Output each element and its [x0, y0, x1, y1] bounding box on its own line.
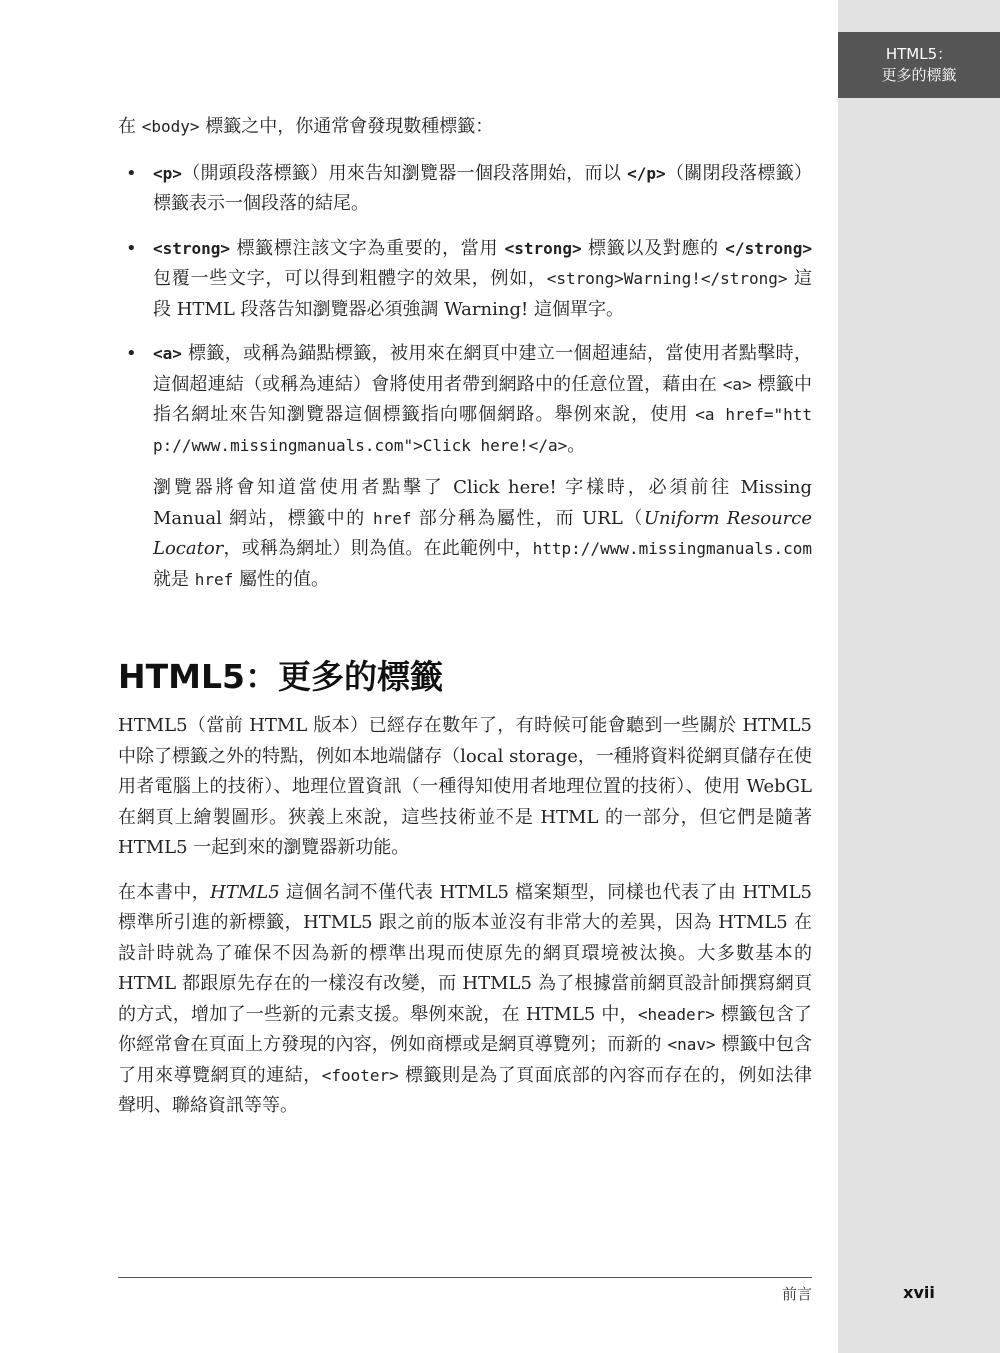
- item-text: 瀏覽器將會知道當使用者點擊了 Click here! 字樣時，必須前往 Missing Manual 網站，標籤中的: [153, 477, 812, 529]
- inline-code: href: [194, 569, 234, 589]
- inline-code: <strong>Warning!</strong>: [546, 269, 788, 288]
- emphasis-text: HTML5: [210, 881, 280, 903]
- footer-section-name: 前言: [781, 1285, 812, 1303]
- bullet-icon: •: [126, 237, 137, 259]
- item-text: 就是: [153, 568, 195, 590]
- item-text: 部分稱為屬性，而 URL（: [411, 507, 644, 529]
- inline-code: <a>: [722, 374, 752, 394]
- tag-name: <p>: [153, 163, 182, 183]
- chapter-thumb-line1: HTML5：: [885, 45, 953, 63]
- chapter-thumb-line2: 更多的標籤: [881, 66, 957, 84]
- inline-code: <footer>: [321, 1065, 399, 1085]
- tag-list: [118, 159, 812, 462]
- emphasis-text: Uniform Resource Locator: [153, 507, 813, 559]
- item-text: 。: [567, 434, 586, 456]
- intro-text: 標籤之中，你通常會發現數種標籤：: [199, 116, 494, 137]
- tag-name: <strong>: [153, 238, 231, 258]
- body-paragraph-2: [118, 878, 812, 1122]
- bullet-icon: •: [126, 162, 137, 184]
- item-text: 標籤包含了你經常會在頁面上方發現的內容，例如商標或是網頁導覽列；而新的: [118, 1003, 812, 1055]
- list-item-p: [118, 159, 812, 220]
- item-text: 標籤中指名網址來告知瀏覽器這個標籤指向哪個網路。舉例來說，使用: [153, 373, 812, 425]
- item-text: 屬性的值。: [233, 568, 329, 590]
- item-text: （開頭段落標籤）用來告知瀏覽器一個段落開始，而以: [181, 162, 628, 184]
- link-explanation-paragraph: [153, 473, 812, 595]
- inline-code: <header>: [637, 1004, 715, 1024]
- side-margin: [838, 0, 1000, 1353]
- tag-name: </p>: [627, 163, 666, 183]
- inline-code: http://www.missingmanuals.com: [532, 539, 812, 558]
- list-item-strong: [118, 234, 812, 326]
- footer-divider: [118, 1277, 812, 1278]
- item-text: 包覆一些文字，可以得到粗體字的效果，例如，: [153, 268, 547, 289]
- list-item-a: [118, 339, 812, 461]
- section-heading: HTML5：更多的標籤: [118, 657, 443, 696]
- page-number: xvii: [903, 1283, 935, 1302]
- item-text: 標籤標注該文字為重要的，當用: [230, 237, 505, 259]
- item-text: ，或稱為網址）則為值。在此範例中，: [223, 538, 533, 559]
- tag-name: <a>: [153, 344, 182, 363]
- tag-name: <strong>: [504, 238, 582, 258]
- item-text: 這段 HTML 段落告知瀏覽器必須強調 Warning! 這個單字。: [153, 268, 813, 320]
- intro-paragraph: [118, 112, 812, 143]
- page-body: [118, 112, 812, 1136]
- inline-code: href: [372, 508, 412, 528]
- inline-code: <nav>: [667, 1035, 716, 1054]
- inline-code: <body>: [141, 117, 200, 136]
- item-text: 標籤以及對應的: [581, 237, 726, 259]
- item-text: 在本書中，: [118, 881, 211, 903]
- inline-code: <a href="http://www.missingmanuals.com">Click here!</a>: [153, 405, 813, 455]
- item-text: 標籤中包含了用來導覽網頁的連結，: [118, 1034, 813, 1086]
- item-text: 標籤，或稱為錨點標籤，被用來在網頁中建立一個超連結，當使用者點擊時，這個超連結（或稱為連結）會將使用者帶到網路中的任意位置，藉由在: [153, 343, 812, 395]
- tag-name: </strong>: [725, 238, 812, 258]
- body-paragraph-1: HTML5（當前 HTML 版本）已經存在數年了，有時候可能會聽到一些關於 HTML5 中除了標籤之外的特點，例如本地端儲存（local storage，一種將資料從網頁儲存在使用者電腦上的技術）、地理位置資訊（一種得知使用者地理位置的技術）、使用 WebGL 在網頁上繪製圖形。狹義上來說，這些技術並不是 HTML 的一部分，但它們是隨著 HTML5 一起到來的瀏覽器新功能。: [118, 715, 812, 858]
- bullet-icon: •: [126, 343, 137, 364]
- item-text: 這個名詞不僅代表 HTML5 檔案類型，同樣也代表了由 HTML5 標準所引進的新標籤，HTML5 跟之前的版本並沒有非常大的差異，因為 HTML5 在設計時就為了確保不因為新的標準出現而使原先的網頁環境被汰換。大多數基本的 HTML 都跟原先存在的一樣沒有改變，而 HTML5 為了根據當前網頁設計師撰寫網頁的方式，增加了一些新的元素支援。舉例來說，在 HTML5 中，: [118, 881, 812, 1025]
- intro-text: 在: [118, 116, 142, 137]
- item-text: （關閉段落標籤）標籤表示一個段落的結尾。: [153, 162, 812, 214]
- item-text: 標籤則是為了頁面底部的內容而存在的，例如法律聲明、聯絡資訊等等。: [118, 1064, 812, 1116]
- chapter-thumb-tab: [838, 32, 1000, 98]
